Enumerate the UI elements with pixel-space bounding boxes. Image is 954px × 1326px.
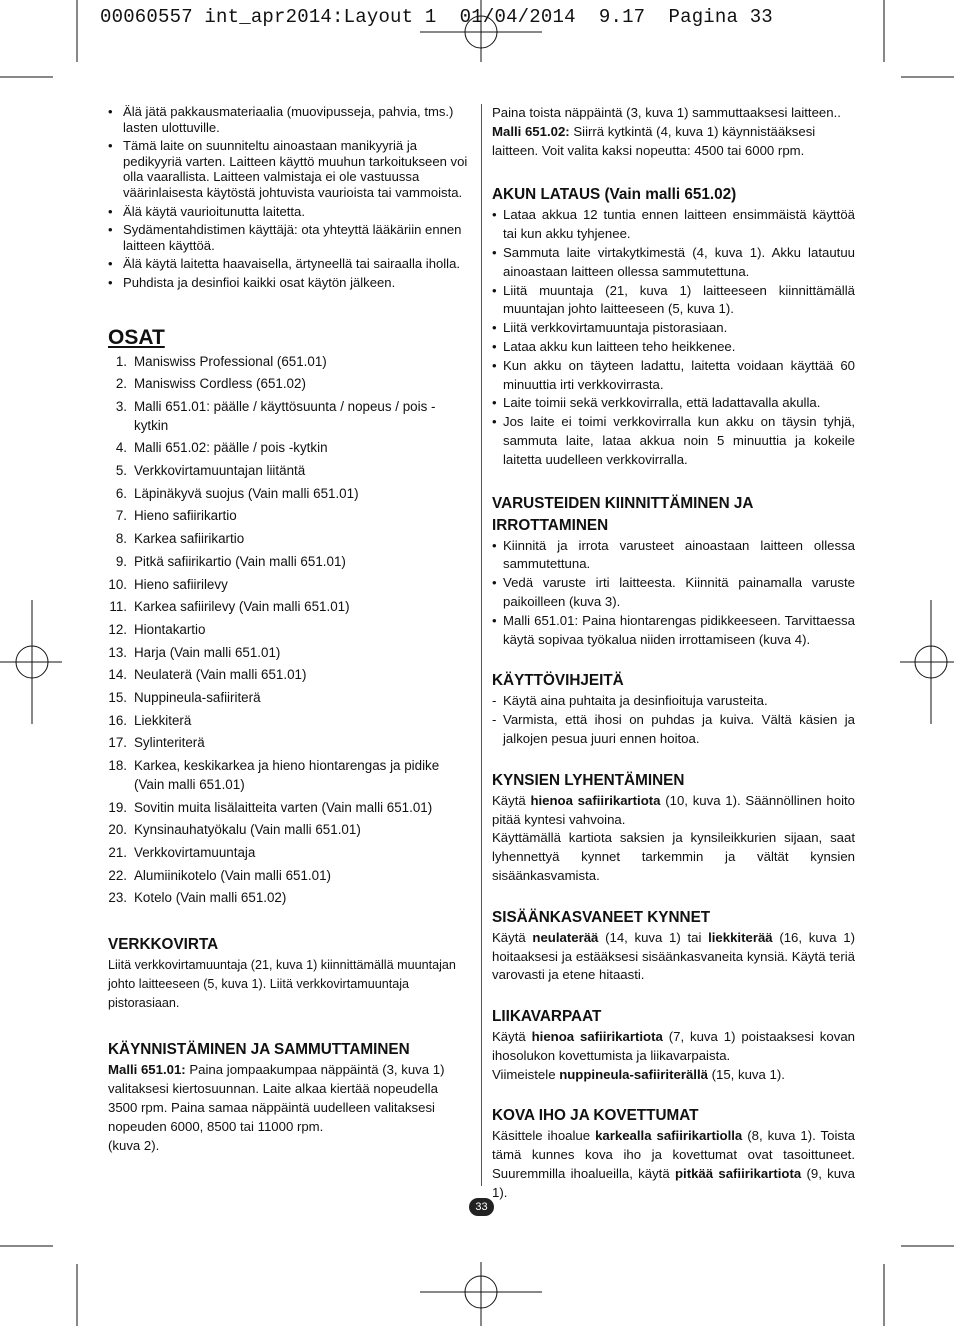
liikavarpaat-section <box>492 1006 855 1084</box>
tool-name: neulaterää <box>532 929 599 945</box>
section-text <box>492 1066 855 1085</box>
left-column <box>108 104 470 1155</box>
section-heading: KOVA IHO JA KOVETTUMAT <box>492 1107 699 1125</box>
part-label: Karkea, keskikarkea ja hieno hiontarengas ja pidike (Vain malli 651.01) <box>134 758 440 792</box>
tool-name: hienoa safiirikartiota <box>530 792 661 808</box>
list-item <box>108 844 470 863</box>
list-item <box>108 821 470 840</box>
list-item <box>108 757 470 795</box>
list-item <box>108 398 470 436</box>
list-item: • Liitä verkkovirtamuuntaja pistorasiaan. <box>492 319 855 338</box>
part-number: 19. <box>108 799 127 815</box>
list-item: • Älä käytä vaurioitunutta laitetta. <box>108 204 470 220</box>
part-label: Malli 651.02: päälle / pois -kytkin <box>134 440 328 456</box>
list-item <box>108 485 470 504</box>
part-number: 7. <box>115 508 127 524</box>
part-number: 16. <box>108 712 127 728</box>
section-text-span: (10, kuva 1). Säännöllinen hoito pitää kyntesi vahvoina. <box>492 792 855 827</box>
osat-heading: OSAT <box>108 325 165 349</box>
part-label: Hieno safiirilevy <box>134 576 228 592</box>
section-text-span: (16, kuva 1) hoitaaksesi ja estääksesi sisäänkasvaneita kynsiä. Käytä teriä varovasti ja etene hitaasti. <box>492 929 855 983</box>
part-label: Karkea safiirilevy (Vain malli 651.01) <box>134 599 350 615</box>
part-label: Verkkovirtamuuntajan liitäntä <box>134 463 306 479</box>
list-item: - Varmista, että ihosi on puhdas ja kuiva. Vältä käsien ja jalkojen pesua juuri ennen hoitoa. <box>492 711 855 749</box>
part-number: 10. <box>108 576 127 592</box>
section-text-span: Käytä <box>492 792 531 808</box>
part-label: Sovitin muita lisälaitteita varten (Vain malli 651.01) <box>134 799 433 815</box>
section-heading: LIIKAVARPAAT <box>492 1008 602 1026</box>
section-text <box>492 792 855 830</box>
section-text-span: Viimeistele <box>492 1066 560 1082</box>
intro-text <box>492 123 855 161</box>
section-text <box>492 1028 855 1066</box>
part-label: Verkkovirtamuuntaja <box>134 844 256 860</box>
varusteet-list <box>492 537 855 650</box>
list-item: • Älä käytä laitetta haavaisella, ärtyneellä tai sairaalla iholla. <box>108 256 470 272</box>
tool-name: karkealla safiirikartiolla <box>595 1128 743 1144</box>
model-label: Malli 651.02: <box>492 123 570 139</box>
part-number: 4. <box>115 440 127 456</box>
section-heading: VARUSTEIDEN KIINNITTÄMINEN JA IRROTTAMINEN <box>492 494 753 534</box>
akun-lataus-section <box>492 184 855 469</box>
model-label: Malli 651.01: <box>108 1062 186 1078</box>
section-text-span: Käytä <box>492 1029 532 1045</box>
verkkovirta-section <box>108 934 470 1012</box>
list-item <box>108 644 470 663</box>
part-number: 6. <box>115 485 127 501</box>
part-label: Hiontakartio <box>134 621 206 637</box>
section-heading: AKUN LATAUS (Vain malli 651.02) <box>492 186 737 204</box>
part-label: Liekkiterä <box>134 712 192 728</box>
section-text <box>492 1127 855 1202</box>
part-label: Karkea safiirikartio <box>134 531 245 547</box>
part-number: 18. <box>108 758 127 774</box>
part-number: 22. <box>108 867 127 883</box>
part-label: Neulaterä (Vain malli 651.01) <box>134 667 307 683</box>
list-item <box>108 799 470 818</box>
part-number: 11. <box>109 599 127 615</box>
list-item: • Puhdista ja desinfioi kaikki osat käytön jälkeen. <box>108 275 470 291</box>
list-item <box>108 666 470 685</box>
lyhentaminen-section <box>492 770 855 886</box>
section-text-span: (8, kuva 1). Toista tämä kunnes kova iho ja kovettumat ovat tasoittuneet. Suuremmilla ihoalueilla, käytä <box>492 1128 855 1182</box>
kayttovihjeita-section <box>492 670 855 748</box>
list-item <box>108 553 470 572</box>
section-text-span: (14, kuva 1) tai <box>598 929 709 945</box>
list-item: • Malli 651.01: Paina hiontarengas pidikkeeseen. Tarvittaessa käytä sopivaa työkalua niiden irrottamiseen (kuva 4). <box>492 612 855 650</box>
sisaankasvaneet-section <box>492 907 855 985</box>
list-item: • Kun akku on täyteen ladattu, laitetta voidaan käyttää 60 minuuttia irti verkkovirrasta. <box>492 357 855 395</box>
list-item: • Liitä muuntaja (21, kuva 1) laitteeseen kiinnittämällä muuntajan johto laitteeseen (5, kuva 1). <box>492 282 855 320</box>
column-divider <box>481 104 482 1186</box>
part-number: 5. <box>115 463 127 479</box>
tool-name: hienoa safiirikartiota <box>531 1029 663 1045</box>
list-item <box>108 889 470 908</box>
section-text-span: Paina jompaakumpaa näppäintä (3, kuva 1) valitaksesi kiertosuunnan. Laite alkaa kiertää nopeudella 3500 rpm. Paina samaa näppäintä uudelleen valitaksesi nopeuden 6000, 8500 tai 11000 rpm. <box>108 1062 445 1134</box>
part-label: Hieno safiirikartio <box>134 508 237 524</box>
part-number: 15. <box>108 689 127 705</box>
kaynnistaminen-section <box>108 1039 470 1155</box>
list-item: • Sammuta laite virtakytkimestä (4, kuva 1). Akku latautuu ainoastaan laitteen ollessa sammutettuna. <box>492 244 855 282</box>
section-text-span: (9, kuva 1). <box>492 1166 855 1200</box>
section-text-span: Käytä <box>492 929 533 945</box>
part-label: Kynsinauhatyökalu (Vain malli 651.01) <box>134 822 361 838</box>
list-item <box>108 867 470 886</box>
kova-iho-section <box>492 1105 855 1202</box>
tool-name: liekkiterää <box>708 929 773 945</box>
right-column <box>492 104 855 1203</box>
akun-lataus-list <box>492 206 855 469</box>
list-item <box>108 507 470 526</box>
section-text: Käyttämällä kartiota saksien ja kynsileikkurien sijaan, saat lyhennettyä kynnet tarkemmin ja vältät kynsien sisäänkasvamista. <box>492 830 855 883</box>
section-heading: KÄYNNISTÄMINEN JA SAMMUTTAMINEN <box>108 1041 410 1059</box>
part-label: Maniswiss Cordless (651.02) <box>134 376 306 392</box>
list-item: • Lataa akkua 12 tuntia ennen laitteen ensimmäistä käyttöä tai kun akku tyhjenee. <box>492 206 855 244</box>
part-number: 23. <box>108 890 127 906</box>
part-number: 1. <box>115 353 127 369</box>
part-label: Maniswiss Professional (651.01) <box>134 353 327 369</box>
part-number: 21. <box>108 844 127 860</box>
list-item <box>108 375 470 394</box>
list-item: • Kiinnitä ja irrota varusteet ainoastaan laitteen ollessa sammutettuna. <box>492 537 855 575</box>
section-text <box>108 1061 470 1136</box>
section-text-span: Siirrä kytkintä (4, kuva 1) käynnistääksesi laitteen. Voit valita kaksi nopeutta: 4500 tai 6000 rpm. <box>492 123 816 158</box>
list-item <box>108 689 470 708</box>
section-heading: KÄYTTÖVIHJEITÄ <box>492 672 624 690</box>
part-number: 17. <box>108 735 127 751</box>
part-label: Nuppineula-safiiriterä <box>134 689 261 705</box>
part-number: 8. <box>115 531 127 547</box>
list-item <box>108 734 470 753</box>
list-item: • Älä jätä pakkausmateriaalia (muovipusseja, pahvia, tms.) lasten ulottuville. <box>108 104 470 135</box>
part-label: Malli 651.01: päälle / käyttösuunta / nopeus / pois - kytkin <box>134 398 436 433</box>
tool-name: nuppineula-safiiriterällä <box>559 1066 708 1082</box>
list-item <box>108 439 470 458</box>
print-slug-line: 00060557 int_apr2014:Layout 1 01/04/2014 9.17 Pagina 33 <box>100 6 773 28</box>
section-heading: VERKKOVIRTA <box>108 936 219 954</box>
section-text-span: (7, kuva 1) poistaaksesi kovan ihosolukon kovettumista ja liikavarpaista. <box>492 1029 855 1063</box>
safety-bullet-list <box>108 104 470 291</box>
part-label: Pitkä safiirikartio (Vain malli 651.01) <box>134 553 346 569</box>
section-heading: KYNSIEN LYHENTÄMINEN <box>492 771 685 789</box>
section-heading: SISÄÄNKASVANEET KYNNET <box>492 908 711 926</box>
list-item: • Sydämentahdistimen käyttäjä: ota yhteyttä lääkäriin ennen laitteen käyttöä. <box>108 222 470 253</box>
part-label: Harja (Vain malli 651.01) <box>134 644 281 660</box>
part-number: 3. <box>115 398 127 414</box>
list-item <box>108 530 470 549</box>
list-item <box>108 462 470 481</box>
list-item <box>108 712 470 731</box>
page-number-badge: 33 <box>469 1198 494 1216</box>
intro-text: Paina toista näppäintä (3, kuva 1) sammuttaaksesi laitteen.. <box>492 105 841 120</box>
section-text: (kuva 2). <box>108 1137 160 1153</box>
list-item <box>108 576 470 595</box>
tool-name: pitkää safiirikartiota <box>674 1166 802 1182</box>
section-text <box>492 929 855 985</box>
list-item: • Laite toimii sekä verkkovirralla, että ladattavalla akulla. <box>492 394 855 413</box>
list-item: • Tämä laite on suunniteltu ainoastaan manikyyriä ja pedikyyriä varten. Laitteen käyttö muuhun tarkoitukseen voi olla vaarallista. Laitteen valmistaja ei ole vastuussa väärinlaisesta käytöstä johtuvista vaurioista tai vammoista. <box>108 138 470 200</box>
list-item <box>108 621 470 640</box>
part-number: 13. <box>108 644 127 660</box>
kayttovihjeita-list <box>492 692 855 748</box>
list-item: • Jos laite ei toimi verkkovirralla kun akku on täysin tyhjä, sammuta laite, lataa akkua noin 5 minuuttia ja kokeile laitetta uudelleen verkkovirralla. <box>492 413 855 469</box>
part-number: 12. <box>108 621 127 637</box>
list-item <box>108 353 470 372</box>
part-number: 2. <box>115 376 127 392</box>
part-label: Läpinäkyvä suojus (Vain malli 651.01) <box>134 485 359 501</box>
list-item <box>108 598 470 617</box>
part-label: Alumiinikotelo (Vain malli 651.01) <box>134 867 331 883</box>
list-item: • Lataa akku kun laitteen teho heikkenee. <box>492 338 855 357</box>
list-item: - Käytä aina puhtaita ja desinfioituja varusteita. <box>492 692 855 711</box>
varusteet-section <box>492 493 855 650</box>
section-text: Liitä verkkovirtamuuntaja (21, kuva 1) kiinnittämällä muuntajan johto laitteeseen (5, kuva 1). Liitä verkkovirtamuuntaja pistorasiaan. <box>108 958 456 1010</box>
parts-list <box>108 353 470 909</box>
part-number: 20. <box>108 822 127 838</box>
list-item: • Vedä varuste irti laitteesta. Kiinnitä painamalla varuste paikoilleen (kuva 3). <box>492 574 855 612</box>
section-text-span: (15, kuva 1). <box>707 1066 785 1082</box>
part-label: Sylinteriterä <box>134 735 205 751</box>
section-text-span: Käsittele ihoalue <box>492 1128 596 1144</box>
part-label: Kotelo (Vain malli 651.02) <box>134 890 287 906</box>
part-number: 14. <box>108 667 127 683</box>
part-number: 9. <box>115 553 127 569</box>
